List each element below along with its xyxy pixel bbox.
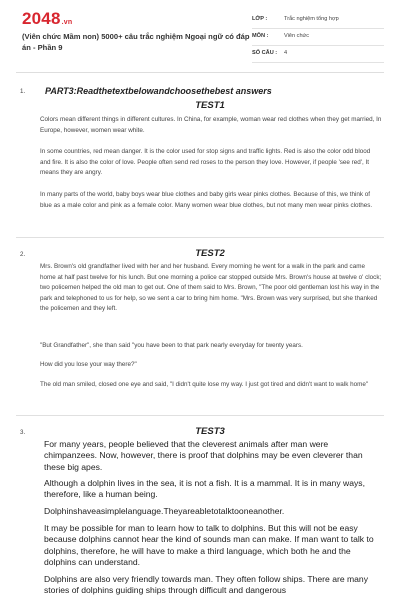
meta-row-class xyxy=(252,12,384,29)
passage-paragraph: Dolphinshaveasimplelanguage.Theyareabletotalktooneanother. xyxy=(44,506,285,516)
document-title: (Viên chức Mầm non) 5000+ câu trắc nghiệm Ngoại ngữ có đáp án - Phần 9 xyxy=(22,32,250,52)
passage-paragraph: Dolphins are also very friendly towards man. They often follow ships. There are many stories of dolphins guiding ships through difficult and dangerous xyxy=(44,574,369,596)
passage-paragraph: Mrs. Brown's old grandfather lived with her and her husband. Every morning he went for a walk in the park and came home at half past twelve for his lunch. But one morning a police car stopped outside Mrs. Brown's house at twelve o' clock; two policemen helped the old man to get out. One of them said to Mrs. Brown, "The poor old gentleman lost his way in the park and telephoned to us for help, so we sent a car to bring him home. "Mrs. Brown was very surprised, but she thanked the policemen and they left. xyxy=(40,263,382,313)
test-title: TEST1 xyxy=(195,100,225,111)
header-divider xyxy=(16,72,384,73)
passage-paragraph: The old man smiled, closed one eye and said, "I didn't quite lose my way. I just got tired and didn't want to walk home" xyxy=(40,381,369,388)
passage-paragraph: Although a dolphin lives in the sea, it is not a fish. It is a mammal. It is in many ways, therefore, like a human being. xyxy=(44,478,365,500)
passage-paragraph: "But Grandfather", she than said "you have been to that park nearly everyday for twenty years. xyxy=(40,342,303,349)
meta-row-subject xyxy=(252,29,384,46)
page-header xyxy=(0,0,400,66)
passage-paragraph: In some countries, red mean danger. It is the color used for stop signs and traffic lights. Red is also the color odd blood and fire. It is also the color of love. People often send red roses to the person they love. However, if people 'see red', It means they are angry. xyxy=(40,148,371,177)
question-number: 3. xyxy=(20,429,26,436)
meta-table xyxy=(252,12,384,63)
passage-paragraph: For many years, people believed that the cleverest animals after man were chimpanzees. Now, however, there is proof that dolphins may be even cleverer than these big apes. xyxy=(44,439,363,472)
passage-paragraph: It may be possible for man to learn how to talk to dolphins. But this will not be easy because dolphins cannot hear the kind of sounds man can make. If man want to talk to dolphins, therefore, he will have to make a third language, which both he and the dolphins can understand. xyxy=(44,523,374,568)
meta-count-value: 4 xyxy=(284,50,288,56)
meta-class-value: Trắc nghiệm tổng hợp xyxy=(284,16,339,22)
meta-count-label: SỐ CÂU : xyxy=(252,50,278,56)
passage-paragraph: In many parts of the world, baby boys wear blue clothes and baby girls wear pinks clothes. Because of this, we think of blue as a male color and pink as a female color. Many women wear blue clothes, but not many men wear pinks clothes. xyxy=(40,191,373,209)
meta-subject-value: Viên chức xyxy=(284,33,310,39)
passage-paragraph: Colors mean different things in different cultures. In China, for example, woman wear red clothes when they get married, In Europe, however, women wear white. xyxy=(40,116,382,134)
passage-paragraph: How did you lose your way there?" xyxy=(40,361,137,368)
question-number: 2. xyxy=(20,251,26,258)
question-number: 1. xyxy=(20,88,26,95)
question-divider xyxy=(16,415,384,416)
meta-row-count xyxy=(252,46,384,63)
test-title: TEST3 xyxy=(195,426,225,437)
question-divider xyxy=(16,237,384,238)
test-title: TEST2 xyxy=(195,248,225,259)
logo-text: 2048 xyxy=(22,9,61,28)
logo-suffix: .vn xyxy=(61,19,73,26)
site-logo[interactable] xyxy=(22,9,72,29)
meta-subject-label: MÔN : xyxy=(252,33,269,39)
meta-class-label: LỚP : xyxy=(252,16,268,22)
part-title: PART3:Readthetextbelowandchoosethebest answers xyxy=(45,86,272,96)
